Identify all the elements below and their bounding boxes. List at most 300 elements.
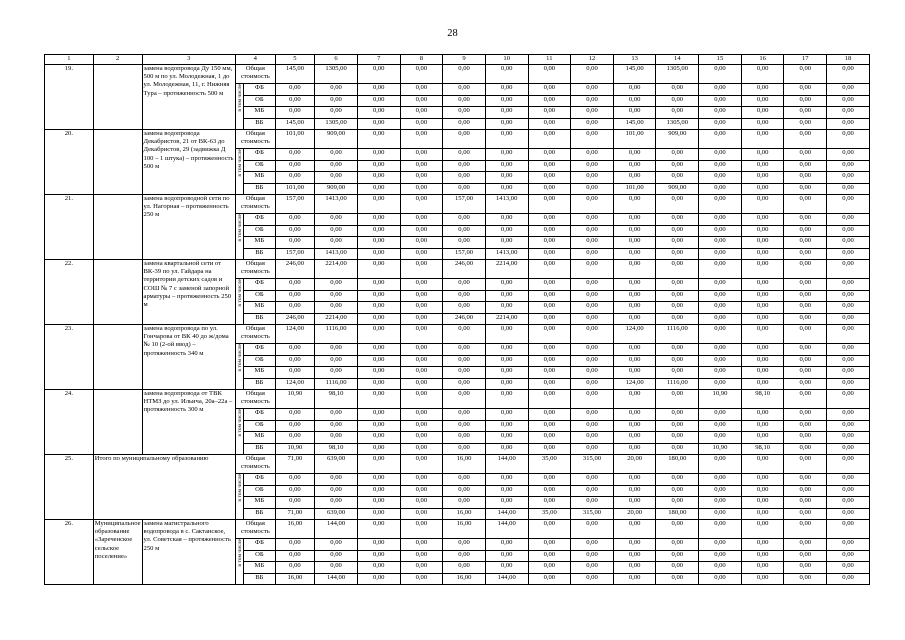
value-cell: 0,00 — [400, 290, 443, 302]
value-cell: 0,00 — [613, 214, 656, 226]
value-cell: 0,00 — [613, 107, 656, 119]
value-cell: 0,00 — [357, 130, 400, 149]
value-cell: 0,00 — [656, 260, 699, 279]
value-cell: 0,00 — [400, 130, 443, 149]
value-cell: 0,00 — [528, 432, 571, 444]
value-cell: 0,00 — [528, 355, 571, 367]
value-cell: 144,00 — [315, 520, 358, 539]
row-number: 20. — [45, 130, 94, 195]
value-cell: 0,00 — [571, 195, 614, 214]
value-cell: 0,00 — [571, 160, 614, 172]
value-cell: 0,00 — [528, 378, 571, 390]
value-cell: 0,00 — [400, 508, 443, 520]
header-col-14: 14 — [656, 55, 699, 65]
value-cell: 0,00 — [699, 378, 742, 390]
value-cell: 0,00 — [275, 95, 315, 107]
value-cell: 0,00 — [827, 497, 870, 509]
value-cell: 0,00 — [400, 409, 443, 421]
value-cell: 20,00 — [613, 508, 656, 520]
line-label: Общая стоимость — [236, 455, 276, 474]
value-cell: 0,00 — [827, 195, 870, 214]
value-cell: 1413,00 — [315, 248, 358, 260]
value-cell: 0,00 — [699, 508, 742, 520]
value-cell: 0,00 — [357, 160, 400, 172]
value-cell: 0,00 — [528, 290, 571, 302]
value-cell: 0,00 — [528, 485, 571, 497]
value-cell: 0,00 — [613, 474, 656, 486]
value-cell: 0,00 — [827, 378, 870, 390]
value-cell: 0,00 — [315, 225, 358, 237]
value-cell: 0,00 — [528, 183, 571, 195]
value-cell: 0,00 — [784, 573, 827, 585]
value-cell: 0,00 — [443, 378, 486, 390]
value-cell: 0,00 — [613, 84, 656, 96]
value-cell: 0,00 — [528, 367, 571, 379]
value-cell: 0,00 — [528, 550, 571, 562]
value-cell: 0,00 — [357, 172, 400, 184]
incl-label-cell — [236, 409, 244, 455]
value-cell: 0,00 — [571, 420, 614, 432]
value-cell: 0,00 — [784, 474, 827, 486]
line-label: Общая стоимость — [236, 195, 276, 214]
value-cell: 0,00 — [443, 160, 486, 172]
value-cell: 0,00 — [699, 195, 742, 214]
value-cell: 0,00 — [400, 355, 443, 367]
value-cell: 0,00 — [613, 420, 656, 432]
line-label: Общая стоимость — [236, 65, 276, 84]
value-cell: 35,00 — [528, 455, 571, 474]
value-cell: 909,00 — [315, 183, 358, 195]
value-cell: 0,00 — [656, 172, 699, 184]
value-cell: 0,00 — [528, 84, 571, 96]
value-cell: 0,00 — [656, 420, 699, 432]
value-cell: 0,00 — [827, 573, 870, 585]
value-cell: 0,00 — [443, 130, 486, 149]
value-cell: 0,00 — [613, 279, 656, 291]
value-cell: 0,00 — [400, 443, 443, 455]
value-cell: 0,00 — [485, 443, 528, 455]
line-label: ФБ — [244, 84, 276, 96]
line-label: ФБ — [244, 474, 276, 486]
value-cell: 145,00 — [275, 118, 315, 130]
line-label: ОБ — [244, 225, 276, 237]
value-cell: 0,00 — [357, 260, 400, 279]
value-cell: 0,00 — [315, 539, 358, 551]
value-cell: 0,00 — [656, 237, 699, 249]
value-cell: 0,00 — [741, 432, 784, 444]
value-cell: 144,00 — [485, 455, 528, 474]
value-cell: 0,00 — [699, 573, 742, 585]
value-cell: 0,00 — [485, 344, 528, 356]
value-cell: 2214,00 — [485, 313, 528, 325]
value-cell: 0,00 — [443, 539, 486, 551]
value-cell: 0,00 — [357, 539, 400, 551]
line-label: ВБ — [244, 183, 276, 195]
value-cell: 0,00 — [357, 302, 400, 314]
row-description: замена водопровода Ду 150 мм, 500 м по ул. Молодежная, 1 до ул. Молодежная, 11, г. Нижняя Тура – протяженность 500 м — [142, 65, 235, 130]
line-label: ФБ — [244, 214, 276, 226]
value-cell: 0,00 — [571, 474, 614, 486]
value-cell: 0,00 — [784, 562, 827, 574]
value-cell: 0,00 — [784, 325, 827, 344]
value-cell: 0,00 — [784, 260, 827, 279]
line-label: ВБ — [244, 118, 276, 130]
value-cell: 0,00 — [315, 172, 358, 184]
value-cell: 2214,00 — [315, 260, 358, 279]
value-cell: 0,00 — [656, 497, 699, 509]
value-cell: 0,00 — [613, 160, 656, 172]
value-cell: 0,00 — [784, 195, 827, 214]
line-label: Общая стоимость — [236, 260, 276, 279]
value-cell: 0,00 — [827, 214, 870, 226]
value-cell: 0,00 — [571, 302, 614, 314]
value-cell: 0,00 — [784, 107, 827, 119]
line-label: ФБ — [244, 344, 276, 356]
value-cell: 0,00 — [827, 149, 870, 161]
value-cell: 0,00 — [443, 367, 486, 379]
line-label: Общая стоимость — [236, 130, 276, 149]
line-label: МБ — [244, 237, 276, 249]
value-cell: 315,00 — [571, 455, 614, 474]
value-cell: 0,00 — [571, 520, 614, 539]
value-cell: 0,00 — [784, 344, 827, 356]
value-cell: 0,00 — [571, 355, 614, 367]
value-cell: 1413,00 — [485, 195, 528, 214]
row-area — [93, 260, 142, 325]
value-cell: 0,00 — [741, 378, 784, 390]
value-cell: 0,00 — [485, 355, 528, 367]
value-cell: 0,00 — [699, 550, 742, 562]
value-cell: 0,00 — [357, 225, 400, 237]
value-cell: 0,00 — [784, 290, 827, 302]
value-cell: 157,00 — [443, 248, 486, 260]
row-number: 19. — [45, 65, 94, 130]
value-cell: 0,00 — [315, 84, 358, 96]
value-cell: 0,00 — [275, 497, 315, 509]
value-cell: 0,00 — [315, 290, 358, 302]
row-area — [93, 390, 142, 455]
value-cell: 10,90 — [699, 390, 742, 409]
value-cell: 144,00 — [485, 573, 528, 585]
value-cell: 0,00 — [315, 409, 358, 421]
value-cell: 0,00 — [827, 550, 870, 562]
header-col-10: 10 — [485, 55, 528, 65]
line-label: ФБ — [244, 539, 276, 551]
header-col-11: 11 — [528, 55, 571, 65]
value-cell: 0,00 — [656, 409, 699, 421]
value-cell: 0,00 — [827, 118, 870, 130]
value-cell: 0,00 — [357, 508, 400, 520]
value-cell: 0,00 — [275, 160, 315, 172]
line-label: МБ — [244, 367, 276, 379]
value-cell: 0,00 — [784, 367, 827, 379]
value-cell: 0,00 — [400, 432, 443, 444]
value-cell: 0,00 — [528, 237, 571, 249]
value-cell: 98,10 — [741, 390, 784, 409]
value-cell: 0,00 — [741, 420, 784, 432]
line-label: ВБ — [244, 313, 276, 325]
value-cell: 0,00 — [275, 214, 315, 226]
value-cell: 0,00 — [400, 248, 443, 260]
incl-label-cell — [236, 279, 244, 325]
row-number: 23. — [45, 325, 94, 390]
value-cell: 71,00 — [275, 455, 315, 474]
value-cell: 0,00 — [275, 107, 315, 119]
value-cell: 0,00 — [528, 325, 571, 344]
value-cell: 0,00 — [571, 130, 614, 149]
value-cell: 0,00 — [827, 539, 870, 551]
row-number: 25. — [45, 455, 94, 520]
value-cell: 157,00 — [443, 195, 486, 214]
incl-label-cell — [236, 474, 244, 520]
value-cell: 0,00 — [485, 409, 528, 421]
value-cell: 0,00 — [613, 390, 656, 409]
value-cell: 0,00 — [827, 443, 870, 455]
value-cell: 0,00 — [571, 214, 614, 226]
value-cell: 0,00 — [485, 539, 528, 551]
line-label: ВБ — [244, 248, 276, 260]
value-cell: 0,00 — [699, 485, 742, 497]
value-cell: 0,00 — [827, 65, 870, 84]
value-cell: 0,00 — [400, 573, 443, 585]
value-cell: 0,00 — [571, 378, 614, 390]
incl-label: в том числе — [237, 409, 243, 437]
value-cell: 0,00 — [443, 409, 486, 421]
row-description: замена водопровода Декабристов, 21 от ВК-63 до Декабристов, 29 (задвижка Д 100 – 1 штука) – протяженность 500 м — [142, 130, 235, 195]
value-cell: 0,00 — [656, 225, 699, 237]
value-cell: 0,00 — [443, 485, 486, 497]
value-cell: 0,00 — [443, 302, 486, 314]
value-cell: 71,00 — [275, 508, 315, 520]
value-cell: 0,00 — [784, 550, 827, 562]
value-cell: 0,00 — [784, 225, 827, 237]
value-cell: 0,00 — [613, 573, 656, 585]
value-cell: 0,00 — [400, 420, 443, 432]
value-cell: 0,00 — [315, 420, 358, 432]
line-label: МБ — [244, 497, 276, 509]
value-cell: 0,00 — [400, 455, 443, 474]
value-cell: 0,00 — [357, 485, 400, 497]
value-cell: 0,00 — [656, 290, 699, 302]
value-cell: 246,00 — [443, 260, 486, 279]
value-cell: 0,00 — [400, 325, 443, 344]
line-label: МБ — [244, 432, 276, 444]
row-description: замена водопровода по ул. Гончарова от ВК 40 до ж/дома № 10 (2-ой ввод) – протяженность 340 м — [142, 325, 235, 390]
value-cell: 0,00 — [443, 497, 486, 509]
value-cell: 0,00 — [275, 225, 315, 237]
value-cell: 144,00 — [315, 573, 358, 585]
value-cell: 0,00 — [699, 172, 742, 184]
value-cell: 0,00 — [443, 183, 486, 195]
header-col-16: 16 — [741, 55, 784, 65]
value-cell: 0,00 — [275, 562, 315, 574]
value-cell: 0,00 — [443, 390, 486, 409]
value-cell: 0,00 — [357, 290, 400, 302]
table-row — [45, 260, 870, 279]
row-area — [93, 65, 142, 130]
value-cell: 909,00 — [656, 130, 699, 149]
value-cell: 0,00 — [528, 260, 571, 279]
value-cell: 0,00 — [613, 260, 656, 279]
value-cell: 0,00 — [613, 195, 656, 214]
value-cell: 0,00 — [400, 378, 443, 390]
value-cell: 0,00 — [485, 130, 528, 149]
value-cell: 0,00 — [571, 149, 614, 161]
value-cell: 0,00 — [699, 432, 742, 444]
value-cell: 0,00 — [357, 562, 400, 574]
value-cell: 0,00 — [315, 149, 358, 161]
value-cell: 0,00 — [613, 313, 656, 325]
value-cell: 0,00 — [827, 520, 870, 539]
value-cell: 0,00 — [827, 172, 870, 184]
value-cell: 0,00 — [400, 313, 443, 325]
value-cell: 2214,00 — [485, 260, 528, 279]
value-cell: 0,00 — [613, 344, 656, 356]
value-cell: 0,00 — [741, 409, 784, 421]
value-cell: 0,00 — [275, 172, 315, 184]
value-cell: 0,00 — [357, 149, 400, 161]
value-cell: 0,00 — [699, 497, 742, 509]
value-cell: 0,00 — [400, 390, 443, 409]
value-cell: 0,00 — [443, 95, 486, 107]
row-area: Муниципальное образование «Зареченское сельское поселение» — [93, 520, 142, 585]
value-cell: 0,00 — [443, 432, 486, 444]
value-cell: 0,00 — [741, 367, 784, 379]
value-cell: 0,00 — [827, 260, 870, 279]
value-cell: 0,00 — [357, 474, 400, 486]
value-cell: 0,00 — [699, 344, 742, 356]
value-cell: 0,00 — [656, 279, 699, 291]
value-cell: 0,00 — [656, 432, 699, 444]
value-cell: 0,00 — [315, 367, 358, 379]
value-cell: 0,00 — [485, 562, 528, 574]
value-cell: 0,00 — [400, 497, 443, 509]
value-cell: 0,00 — [485, 149, 528, 161]
value-cell: 0,00 — [528, 474, 571, 486]
row-area — [93, 130, 142, 195]
value-cell: 0,00 — [827, 95, 870, 107]
value-cell: 0,00 — [357, 344, 400, 356]
value-cell: 0,00 — [485, 485, 528, 497]
value-cell: 2214,00 — [315, 313, 358, 325]
value-cell: 1305,00 — [656, 118, 699, 130]
value-cell: 0,00 — [528, 420, 571, 432]
value-cell: 0,00 — [656, 214, 699, 226]
value-cell: 1413,00 — [485, 248, 528, 260]
incl-label: в том числе — [237, 279, 243, 307]
value-cell: 0,00 — [827, 107, 870, 119]
value-cell: 0,00 — [699, 149, 742, 161]
value-cell: 0,00 — [741, 279, 784, 291]
value-cell: 0,00 — [400, 550, 443, 562]
value-cell: 0,00 — [528, 409, 571, 421]
value-cell: 0,00 — [400, 474, 443, 486]
value-cell: 0,00 — [613, 149, 656, 161]
value-cell: 0,00 — [827, 420, 870, 432]
value-cell: 0,00 — [613, 237, 656, 249]
value-cell: 0,00 — [656, 355, 699, 367]
row-description: замена водопровода от ТВК НТМЗ до ул. Ильича, 20а–22а – протяженность 300 м — [142, 390, 235, 455]
value-cell: 0,00 — [827, 248, 870, 260]
value-cell: 0,00 — [315, 550, 358, 562]
value-cell: 0,00 — [528, 573, 571, 585]
line-label: Общая стоимость — [236, 325, 276, 344]
incl-label-cell — [236, 539, 244, 585]
value-cell: 0,00 — [485, 432, 528, 444]
value-cell: 0,00 — [400, 149, 443, 161]
table-row — [45, 65, 870, 84]
value-cell: 0,00 — [741, 508, 784, 520]
value-cell: 0,00 — [699, 160, 742, 172]
value-cell: 0,00 — [485, 497, 528, 509]
value-cell: 0,00 — [656, 573, 699, 585]
value-cell: 0,00 — [656, 485, 699, 497]
value-cell: 0,00 — [741, 183, 784, 195]
line-label: ОБ — [244, 550, 276, 562]
value-cell: 0,00 — [315, 344, 358, 356]
line-label: Общая стоимость — [236, 520, 276, 539]
line-label: ОБ — [244, 95, 276, 107]
value-cell: 0,00 — [528, 539, 571, 551]
value-cell: 0,00 — [315, 107, 358, 119]
value-cell: 0,00 — [400, 107, 443, 119]
value-cell: 0,00 — [443, 172, 486, 184]
value-cell: 0,00 — [656, 474, 699, 486]
value-cell: 0,00 — [485, 302, 528, 314]
value-cell: 0,00 — [443, 279, 486, 291]
value-cell: 0,00 — [528, 160, 571, 172]
value-cell: 101,00 — [275, 183, 315, 195]
value-cell: 0,00 — [699, 355, 742, 367]
value-cell: 1116,00 — [656, 325, 699, 344]
value-cell: 0,00 — [656, 520, 699, 539]
value-cell: 0,00 — [571, 550, 614, 562]
value-cell: 0,00 — [275, 84, 315, 96]
value-cell: 0,00 — [784, 130, 827, 149]
line-label: ВБ — [244, 508, 276, 520]
value-cell: 0,00 — [357, 95, 400, 107]
incl-label-cell — [236, 344, 244, 390]
header-col-17: 17 — [784, 55, 827, 65]
value-cell: 0,00 — [741, 313, 784, 325]
value-cell: 0,00 — [485, 420, 528, 432]
value-cell: 246,00 — [443, 313, 486, 325]
value-cell: 0,00 — [571, 95, 614, 107]
value-cell: 0,00 — [357, 420, 400, 432]
value-cell: 0,00 — [827, 367, 870, 379]
value-cell: 0,00 — [613, 443, 656, 455]
value-cell: 909,00 — [315, 130, 358, 149]
value-cell: 0,00 — [275, 367, 315, 379]
value-cell: 0,00 — [699, 562, 742, 574]
value-cell: 0,00 — [400, 195, 443, 214]
value-cell: 0,00 — [699, 84, 742, 96]
value-cell: 0,00 — [784, 455, 827, 474]
value-cell: 0,00 — [485, 95, 528, 107]
value-cell: 0,00 — [784, 279, 827, 291]
incl-label: в том числе — [237, 474, 243, 502]
value-cell: 0,00 — [315, 214, 358, 226]
value-cell: 0,00 — [784, 409, 827, 421]
budget-table — [44, 54, 870, 585]
value-cell: 0,00 — [571, 290, 614, 302]
value-cell: 0,00 — [443, 214, 486, 226]
value-cell: 10,90 — [275, 443, 315, 455]
value-cell: 0,00 — [784, 520, 827, 539]
header-col-18: 18 — [827, 55, 870, 65]
value-cell: 0,00 — [613, 302, 656, 314]
value-cell: 0,00 — [827, 485, 870, 497]
